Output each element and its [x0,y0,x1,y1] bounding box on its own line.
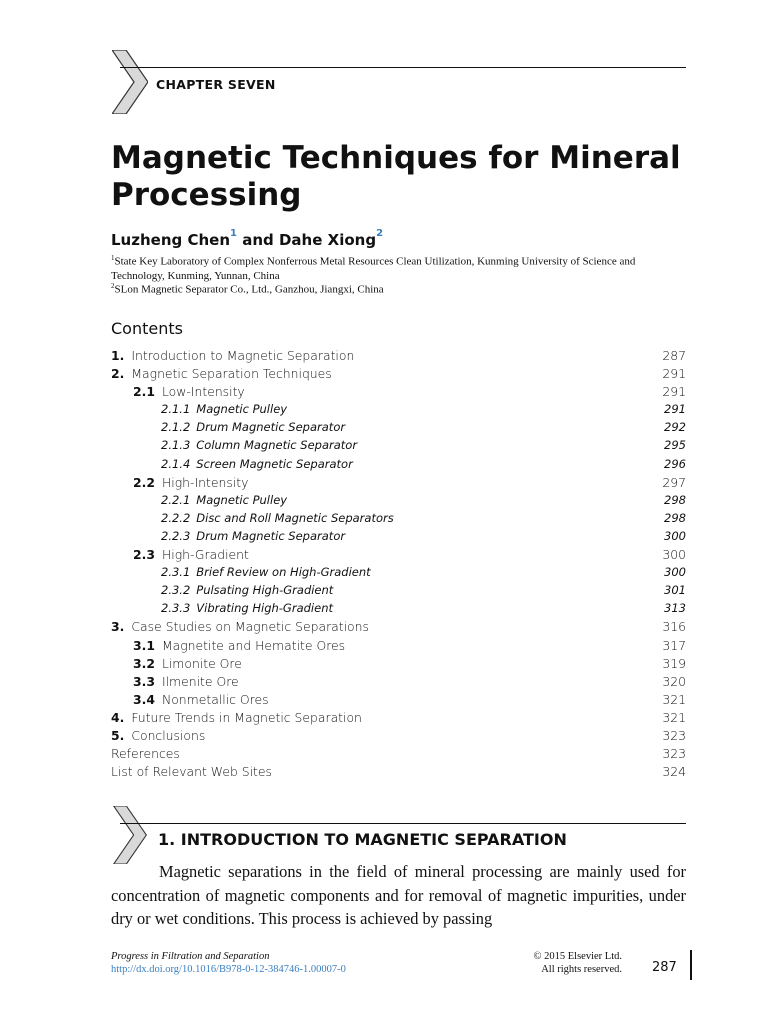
toc-entry-label: Conclusions [131,727,206,743]
toc-entry[interactable] [111,583,686,601]
toc-entry-label: List of Relevant Web Sites [111,764,272,780]
toc-entry-number: 2.2.1 [161,492,191,507]
journal-title: Progress in Filtration and Separation [111,951,270,962]
toc-entry-label: Nonmetallic Ores [161,691,269,707]
toc-entry[interactable] [111,475,686,493]
toc-entry-number: 2.2.3 [161,528,191,543]
toc-entry-page: 291 [662,366,686,382]
toc-entry-number: 2.1.3 [161,438,191,453]
toc-entry[interactable] [111,728,686,746]
toc-entry-label: Magnetic Pulley [196,402,288,417]
toc-entry[interactable] [111,529,686,547]
toc-entry[interactable] [111,348,686,366]
chevron-icon [112,50,148,114]
toc-entry[interactable] [111,493,686,511]
toc-entry-label: Disc and Roll Magnetic Separators [196,510,394,525]
toc-entry-number: 3.3 [133,673,155,689]
toc-entry-number: 3.1 [133,637,155,653]
toc-entry-label: High-Intensity [161,474,249,490]
toc-entry-page: 301 [664,583,686,598]
toc-entry-number: 2.1.1 [161,402,191,417]
author-line [111,228,384,249]
toc-entry[interactable] [111,674,686,692]
author-join: and [242,231,274,249]
affiliation-ref: 1 [111,254,115,262]
body-paragraph: Magnetic separations in the field of mineral processing are mainly used for concentration of magnetic components and for removal of magnetic impurities, under dry or wet conditions. This process is achieved by passing [111,862,686,928]
toc-entry-label: Vibrating High-Gradient [196,601,333,616]
toc-entry-page: 287 [662,348,686,363]
toc-entry-label: Drum Magnetic Separator [196,420,346,435]
footer-copyright [510,950,622,976]
toc-entry[interactable] [111,746,686,764]
toc-entry-number: 3.4 [133,691,155,707]
affiliation-text: State Key Laboratory of Complex Nonferrous Metal Resources Clean Utilization, Kunming University of Science and Technology, Kunming, Yunnan, China [111,255,636,282]
chevron-icon [112,806,148,864]
toc-entry-label: References [111,746,180,762]
toc-entry-page: 316 [662,619,686,635]
toc-entry-label: High-Gradient [161,547,249,563]
toc-entry[interactable] [111,438,686,456]
chapter-title: Magnetic Techniques for Mineral Processing [111,140,681,213]
toc-entry-label: Column Magnetic Separator [196,438,358,453]
toc-entry-label: Magnetic Separation Techniques [131,366,332,382]
toc-entry-number: 2.3.2 [161,583,191,598]
toc-entry-label: Low-Intensity [161,384,245,400]
author-name: Dahe Xiong [278,231,377,249]
toc-entry-page: 321 [662,691,686,707]
toc-entry-number: 2.1.2 [161,420,191,435]
chapter-label: CHAPTER SEVEN [156,77,276,92]
toc-entry-number: 3. [111,619,125,635]
toc-entry-page: 291 [662,384,686,400]
toc-entry-page: 295 [664,438,686,453]
toc-entry-page: 323 [662,727,686,743]
toc-entry[interactable] [111,764,686,782]
toc-entry-page: 321 [662,709,686,725]
table-of-contents [111,348,686,782]
affiliation [111,251,689,283]
toc-entry-number: 4. [111,709,125,725]
toc-entry[interactable] [111,402,686,420]
copyright-text: © 2015 Elsevier Ltd. [533,951,622,962]
toc-entry-number: 2.2.2 [161,510,191,525]
author-name: Luzheng Chen [111,231,230,249]
toc-entry-label: Screen Magnetic Separator [196,456,353,471]
toc-entry-number: 2.2 [133,474,155,490]
toc-entry-page: 317 [662,637,686,653]
toc-entry[interactable] [111,601,686,619]
toc-entry-label: Pulsating High-Gradient [196,583,334,598]
toc-entry-label: Drum Magnetic Separator [196,528,346,543]
affiliation-text: SLon Magnetic Separator Co., Ltd., Ganzhou, Jiangxi, China [114,283,384,296]
toc-entry-page: 300 [664,565,686,580]
toc-entry-page: 324 [662,764,686,780]
toc-entry[interactable] [111,638,686,656]
toc-entry-page: 298 [664,492,686,507]
toc-entry[interactable] [111,366,686,384]
toc-entry-page: 313 [664,601,686,616]
toc-entry-label: Introduction to Magnetic Separation [131,348,355,363]
toc-entry-page: 300 [664,528,686,543]
toc-entry-label: Ilmenite Ore [161,673,239,689]
toc-entry-number: 2.3 [133,547,155,563]
toc-entry-number: 5. [111,727,125,743]
toc-entry[interactable] [111,457,686,475]
toc-entry-number: 3.2 [133,655,155,671]
rights-text: All rights reserved. [541,964,622,975]
footer-citation [111,950,346,976]
toc-entry-label: Future Trends in Magnetic Separation [131,709,362,725]
toc-entry-number: 2. [111,366,125,382]
toc-entry-page: 296 [664,456,686,471]
toc-entry-number: 2.1 [133,384,155,400]
toc-entry[interactable] [111,547,686,565]
toc-entry-label: Magnetic Pulley [196,492,288,507]
toc-entry[interactable] [111,656,686,674]
author-affil-ref: 2 [376,228,384,239]
toc-entry[interactable] [111,420,686,438]
toc-entry-page: 292 [664,420,686,435]
toc-entry[interactable] [111,511,686,529]
toc-entry-page: 320 [662,673,686,689]
toc-entry-number: 1. [111,348,125,363]
toc-entry[interactable] [111,710,686,728]
toc-entry-number: 2.3.3 [161,601,191,616]
toc-entry-page: 319 [662,655,686,671]
toc-entry-page: 297 [662,474,686,490]
page-number: 287 [652,960,677,975]
doi-link[interactable]: http://dx.doi.org/10.1016/B978-0-12-384746-1.00007-0 [111,964,346,975]
toc-entry-number: 2.3.1 [161,565,191,580]
toc-entry[interactable] [111,619,686,637]
affiliation-ref: 2 [111,282,115,290]
toc-entry-label: Case Studies on Magnetic Separations [131,619,369,635]
toc-entry-label: Limonite Ore [161,655,242,671]
toc-entry-label: Brief Review on High-Gradient [196,565,371,580]
toc-entry-page: 300 [662,547,686,563]
contents-heading: Contents [111,319,183,338]
toc-entry[interactable] [111,692,686,710]
affiliation [111,279,689,297]
toc-entry-page: 323 [662,746,686,762]
toc-entry[interactable] [111,384,686,402]
author-affil-ref: 1 [230,228,237,239]
toc-entry-page: 291 [664,402,686,417]
toc-entry[interactable] [111,565,686,583]
page-number-bar [690,950,692,980]
section-rule [120,823,686,824]
section-heading: 1. INTRODUCTION TO MAGNETIC SEPARATION [158,830,567,849]
chapter-rule [120,67,686,68]
toc-entry-page: 298 [664,510,686,525]
toc-entry-label: Magnetite and Hematite Ores [161,637,346,653]
toc-entry-number: 2.1.4 [161,456,191,471]
